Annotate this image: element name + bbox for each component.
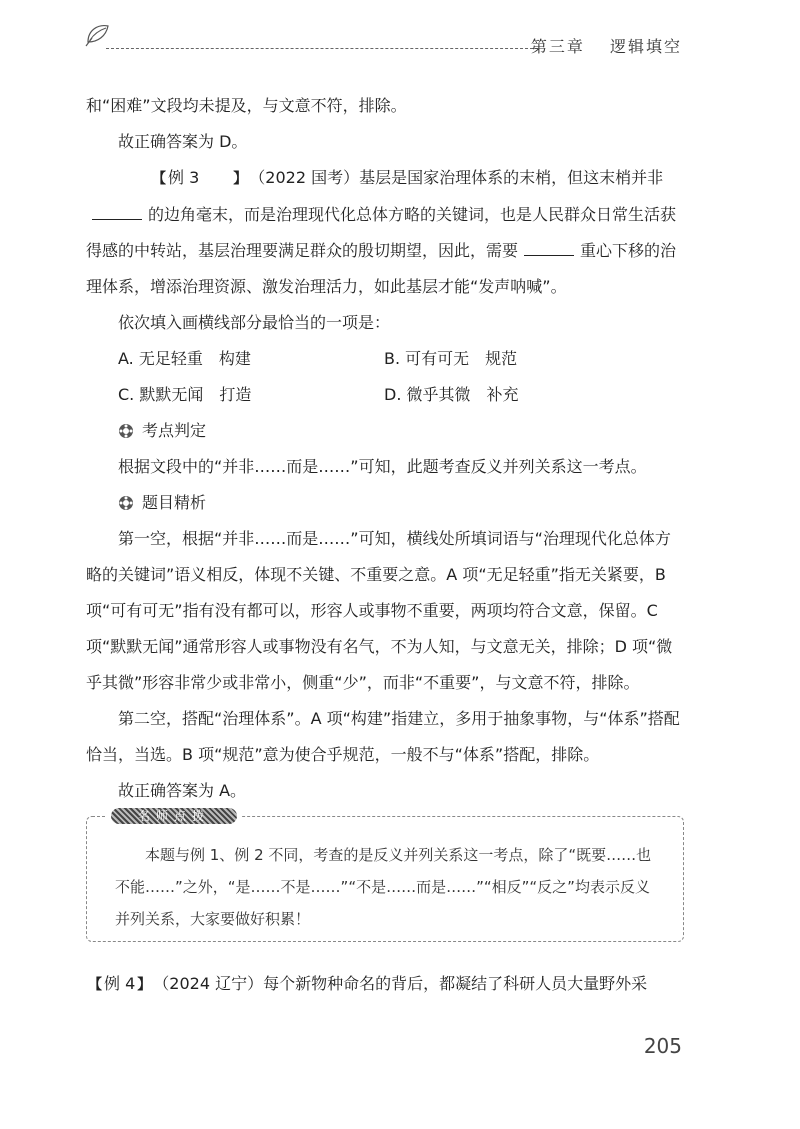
answer-options bbox=[86, 341, 686, 413]
chapter-title: 逻辑填空 bbox=[609, 37, 682, 56]
flower-bullet-icon bbox=[118, 423, 134, 439]
tip-paragraph: 本题与例 1、例 2 不同，考查的是反义并列关系这一考点，除了“既要……也不能……”之外，“是……不是……”“不是……而是……”“相反”“反之”均表示反义并列关系，大家要做好积累！ bbox=[115, 846, 652, 928]
example-3-tag: 例 3 bbox=[168, 168, 200, 187]
option-b: B. 可有可无 规范 bbox=[384, 349, 518, 368]
example-bracket-left: 【 bbox=[152, 171, 166, 187]
running-header bbox=[84, 18, 684, 58]
main-content bbox=[86, 88, 686, 809]
options-row-2 bbox=[118, 377, 686, 413]
option-d: D. 微乎其微 补充 bbox=[384, 385, 519, 404]
example-4-question bbox=[86, 966, 686, 1003]
tip-box-label bbox=[105, 805, 241, 827]
option-a: A. 无足轻重 构建 bbox=[118, 349, 251, 368]
flower-bullet-icon bbox=[118, 495, 134, 511]
example-3-text-c: 重心下移的治理体系，增添治理资源、激发治理活力，如此基层才能“发声呐喊”。 bbox=[86, 241, 677, 296]
kaodian-body: 根据文段中的“并非……而是……”可知，此题考查反义并列关系这一考点。 bbox=[118, 457, 647, 476]
analysis-paragraph-1: 第一空，根据“并非……而是……”可知，横线处所填词语与“治理现代化总体方略的关键词”语义相反，体现不关键、不重要之意。A 项“无足轻重”指无关紧要，B 项“可有可无”指有没有都可以，形容人或事物不重要，两项均符合文意，保留。C 项“默默无闻”通常形容人或事物没有名气，不为人知，与文意无关，排除；D 项“微乎其微”形容非常少或非常小，侧重“少”，而非“不重要”，与文意不符，排除。 bbox=[86, 529, 673, 692]
analysis-paragraph-2: 第二空，搭配“治理体系”。A 项“构建”指建立，多用于抽象事物，与“体系”搭配恰当，当选。B 项“规范”意为使合乎规范，一般不与“体系”搭配，排除。 bbox=[86, 709, 680, 764]
section-title-jingxi: 题目精析 bbox=[142, 493, 207, 512]
question-instruction: 依次填入画横线部分最恰当的一项是： bbox=[118, 313, 391, 332]
section-heading-jingxi bbox=[86, 485, 686, 521]
example-4-source: （2024 辽宁） bbox=[153, 974, 264, 993]
blank-line-1 bbox=[92, 203, 142, 220]
header-rule bbox=[106, 48, 538, 49]
blank-line-2 bbox=[524, 239, 574, 256]
tip-box-text bbox=[115, 839, 663, 935]
continued-paragraph: 和“困难”文段均未提及，与文意不符，排除。 bbox=[86, 96, 407, 115]
example-bracket-right: 】 bbox=[137, 977, 152, 993]
leaf-icon bbox=[84, 20, 112, 48]
final-answer: 故正确答案为 A。 bbox=[118, 781, 247, 800]
section-title-kaodian: 考点判定 bbox=[142, 421, 207, 440]
example-4-tag: 例 4 bbox=[104, 974, 136, 993]
example-4-text: 每个新物种命名的背后，都凝结了科研人员大量野外采 bbox=[263, 974, 648, 993]
chapter-number: 第三章 bbox=[530, 37, 585, 56]
example-3-source: （2022 国考） bbox=[249, 168, 360, 187]
example-3-question bbox=[86, 160, 686, 305]
header-text bbox=[531, 34, 682, 57]
tip-label-text: 名师点拨 bbox=[137, 809, 210, 823]
previous-answer: 故正确答案为 D。 bbox=[118, 132, 248, 151]
example-bracket-right: 】 bbox=[233, 171, 248, 187]
section-heading-kaodian bbox=[86, 413, 686, 449]
example-3-text-b: 的边角毫末，而是治理现代化总体方略的关键词，也是人民群众日常生活获得感的中转站，基层治理要满足群众的殷切期望，因此，需要 bbox=[86, 205, 677, 260]
page-number: 205 bbox=[643, 1034, 682, 1058]
tip-box bbox=[86, 809, 684, 942]
option-c: C. 默默无闻 打造 bbox=[118, 385, 252, 404]
example-bracket-left: 【 bbox=[88, 977, 102, 993]
options-row-1 bbox=[118, 341, 686, 377]
example-3-text-a: 基层是国家治理体系的末梢，但这末梢并非 bbox=[359, 168, 664, 187]
